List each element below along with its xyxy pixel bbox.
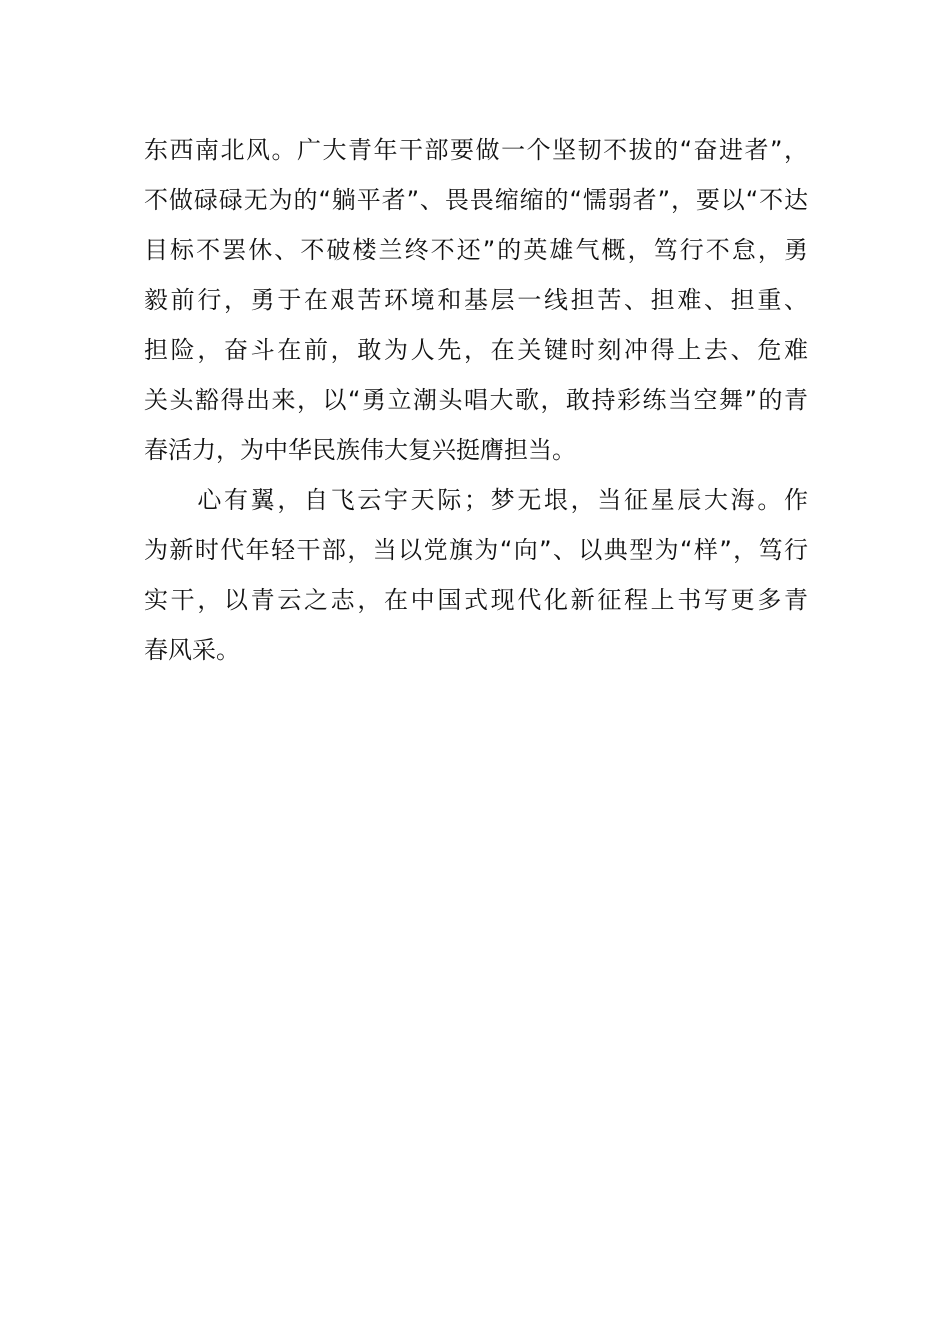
paragraph-2 <box>144 475 808 675</box>
text-line: 担险，奋斗在前，敢为人先，在关键时刻冲得上去、危难 <box>144 336 808 364</box>
text-line: 目标不罢休、不破楼兰终不还”的英雄气概，笃行不怠，勇 <box>144 236 808 264</box>
text-line: 毅前行，勇于在艰苦环境和基层一线担苦、担难、担重、 <box>144 286 808 314</box>
text-line: 不做碌碌无为的“躺平者”、畏畏缩缩的“懦弱者”，要以“不达 <box>144 186 808 214</box>
text-line: 实干，以青云之志，在中国式现代化新征程上书写更多青 <box>144 586 808 614</box>
text-line: 春活力，为中华民族伟大复兴挺膺担当。 <box>144 436 576 464</box>
text-line: 关头豁得出来，以“勇立潮头唱大歌，敢持彩练当空舞”的青 <box>144 386 808 414</box>
paragraph-1 <box>144 125 808 475</box>
text-line: 心有翼，自飞云宇天际；梦无垠，当征星辰大海。作 <box>144 486 808 514</box>
text-line: 为新时代年轻干部，当以党旗为“向”、以典型为“样”，笃行 <box>144 536 808 564</box>
text-line: 东西南北风。广大青年干部要做一个坚韧不拔的“奋进者”， <box>144 136 808 164</box>
body-text <box>144 125 808 675</box>
text-line: 春风采。 <box>144 636 240 664</box>
